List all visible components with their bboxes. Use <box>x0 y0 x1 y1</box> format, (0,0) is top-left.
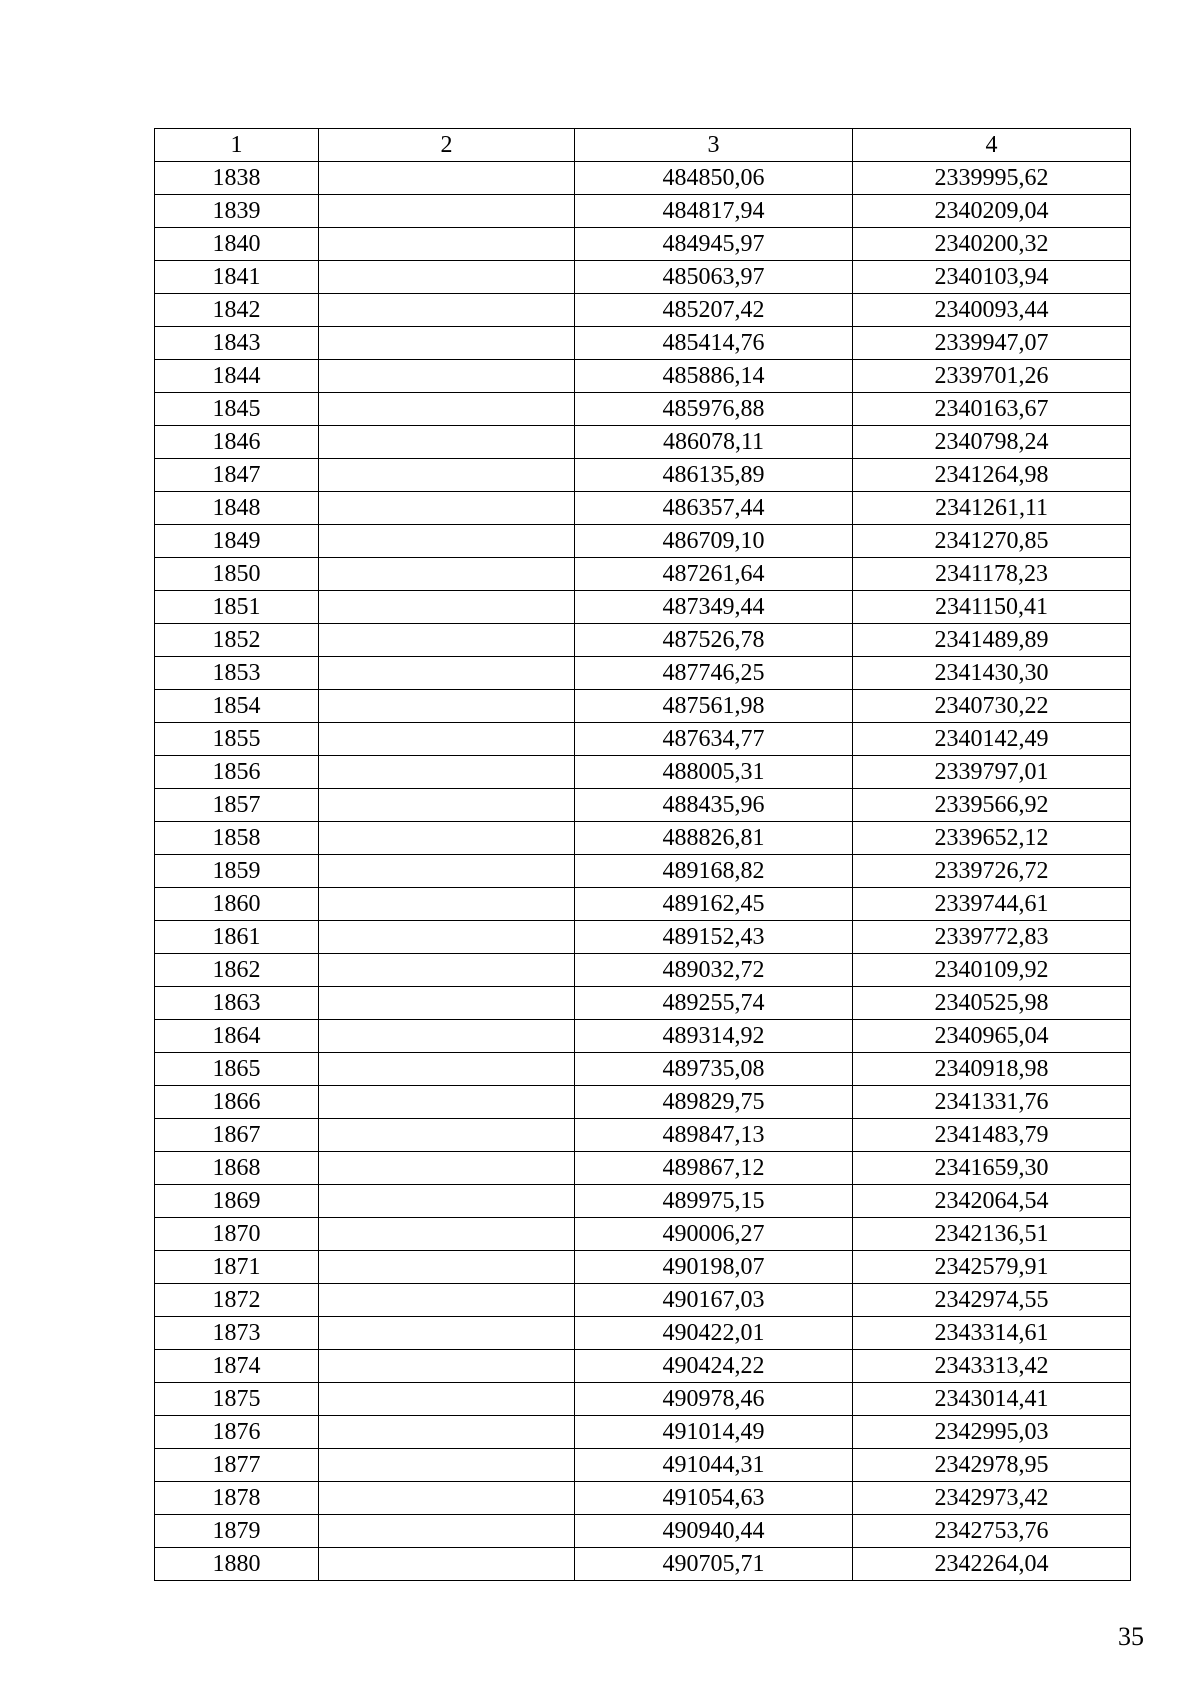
column-2-cell <box>319 1086 575 1119</box>
coordinate-x-cell: 488435,96 <box>575 789 853 822</box>
point-number-cell: 1860 <box>155 888 319 921</box>
column-2-cell <box>319 558 575 591</box>
point-number-cell: 1880 <box>155 1548 319 1581</box>
column-2-cell <box>319 228 575 261</box>
coordinate-y-cell: 2339744,61 <box>853 888 1131 921</box>
coordinate-y-cell: 2341264,98 <box>853 459 1131 492</box>
column-2-cell <box>319 756 575 789</box>
column-2-cell <box>319 1284 575 1317</box>
column-2-cell <box>319 426 575 459</box>
point-number-cell: 1863 <box>155 987 319 1020</box>
coordinate-y-cell: 2341659,30 <box>853 1152 1131 1185</box>
table-row <box>155 723 1131 756</box>
column-2-cell <box>319 723 575 756</box>
coordinate-y-cell: 2340200,32 <box>853 228 1131 261</box>
coordinate-y-cell: 2341261,11 <box>853 492 1131 525</box>
coordinate-y-cell: 2341178,23 <box>853 558 1131 591</box>
coordinate-x-cell: 490198,07 <box>575 1251 853 1284</box>
table-row <box>155 1383 1131 1416</box>
header-col-2: 2 <box>319 129 575 162</box>
point-number-cell: 1872 <box>155 1284 319 1317</box>
table-row <box>155 1350 1131 1383</box>
point-number-cell: 1879 <box>155 1515 319 1548</box>
table-body <box>155 162 1131 1581</box>
coordinate-y-cell: 2340798,24 <box>853 426 1131 459</box>
table-row <box>155 888 1131 921</box>
column-2-cell <box>319 1383 575 1416</box>
point-number-cell: 1847 <box>155 459 319 492</box>
point-number-cell: 1854 <box>155 690 319 723</box>
header-col-4: 4 <box>853 129 1131 162</box>
point-number-cell: 1850 <box>155 558 319 591</box>
table-row <box>155 1020 1131 1053</box>
coordinate-y-cell: 2342579,91 <box>853 1251 1131 1284</box>
coordinate-x-cell: 484817,94 <box>575 195 853 228</box>
column-2-cell <box>319 921 575 954</box>
coordinate-x-cell: 487746,25 <box>575 657 853 690</box>
column-2-cell <box>319 294 575 327</box>
coordinate-y-cell: 2341430,30 <box>853 657 1131 690</box>
coordinate-x-cell: 488005,31 <box>575 756 853 789</box>
coordinate-y-cell: 2340965,04 <box>853 1020 1131 1053</box>
table-row <box>155 492 1131 525</box>
point-number-cell: 1840 <box>155 228 319 261</box>
table-row <box>155 327 1131 360</box>
table-row <box>155 690 1131 723</box>
point-number-cell: 1876 <box>155 1416 319 1449</box>
table-row <box>155 558 1131 591</box>
table-row <box>155 1449 1131 1482</box>
coordinate-x-cell: 486709,10 <box>575 525 853 558</box>
coordinate-y-cell: 2339726,72 <box>853 855 1131 888</box>
table-row <box>155 228 1131 261</box>
table-row <box>155 1251 1131 1284</box>
header-col-3: 3 <box>575 129 853 162</box>
header-row <box>155 129 1131 162</box>
point-number-cell: 1844 <box>155 360 319 393</box>
coordinate-x-cell: 489867,12 <box>575 1152 853 1185</box>
coordinate-y-cell: 2339652,12 <box>853 822 1131 855</box>
coordinate-y-cell: 2340093,44 <box>853 294 1131 327</box>
column-2-cell <box>319 1482 575 1515</box>
column-2-cell <box>319 822 575 855</box>
page-number: 35 <box>1118 1622 1144 1651</box>
table-row <box>155 1053 1131 1086</box>
coordinate-y-cell: 2339772,83 <box>853 921 1131 954</box>
column-2-cell <box>319 525 575 558</box>
coordinate-x-cell: 488826,81 <box>575 822 853 855</box>
coordinate-x-cell: 487349,44 <box>575 591 853 624</box>
point-number-cell: 1870 <box>155 1218 319 1251</box>
column-2-cell <box>319 591 575 624</box>
point-number-cell: 1874 <box>155 1350 319 1383</box>
column-2-cell <box>319 393 575 426</box>
coordinate-x-cell: 485063,97 <box>575 261 853 294</box>
table-row <box>155 195 1131 228</box>
coordinate-x-cell: 490006,27 <box>575 1218 853 1251</box>
coordinate-y-cell: 2340209,04 <box>853 195 1131 228</box>
coordinate-y-cell: 2340103,94 <box>853 261 1131 294</box>
coordinate-y-cell: 2341270,85 <box>853 525 1131 558</box>
coordinate-y-cell: 2342753,76 <box>853 1515 1131 1548</box>
point-number-cell: 1878 <box>155 1482 319 1515</box>
table-row <box>155 1119 1131 1152</box>
coordinate-y-cell: 2343314,61 <box>853 1317 1131 1350</box>
table-row <box>155 789 1131 822</box>
point-number-cell: 1845 <box>155 393 319 426</box>
point-number-cell: 1851 <box>155 591 319 624</box>
point-number-cell: 1848 <box>155 492 319 525</box>
column-2-cell <box>319 1449 575 1482</box>
table-row <box>155 855 1131 888</box>
coordinate-y-cell: 2343313,42 <box>853 1350 1131 1383</box>
point-number-cell: 1842 <box>155 294 319 327</box>
point-number-cell: 1856 <box>155 756 319 789</box>
coordinate-x-cell: 489152,43 <box>575 921 853 954</box>
point-number-cell: 1839 <box>155 195 319 228</box>
coordinate-x-cell: 489314,92 <box>575 1020 853 1053</box>
coordinate-x-cell: 490422,01 <box>575 1317 853 1350</box>
point-number-cell: 1873 <box>155 1317 319 1350</box>
table-row <box>155 1086 1131 1119</box>
table-row <box>155 525 1131 558</box>
coordinate-y-cell: 2341489,89 <box>853 624 1131 657</box>
coordinates-table <box>154 128 1131 1581</box>
coordinate-x-cell: 487561,98 <box>575 690 853 723</box>
coordinate-y-cell: 2340142,49 <box>853 723 1131 756</box>
point-number-cell: 1871 <box>155 1251 319 1284</box>
table-row <box>155 1152 1131 1185</box>
column-2-cell <box>319 360 575 393</box>
column-2-cell <box>319 1218 575 1251</box>
column-2-cell <box>319 1053 575 1086</box>
coordinate-y-cell: 2339947,07 <box>853 327 1131 360</box>
coordinate-x-cell: 491054,63 <box>575 1482 853 1515</box>
column-2-cell <box>319 1317 575 1350</box>
table-row <box>155 294 1131 327</box>
coordinate-y-cell: 2343014,41 <box>853 1383 1131 1416</box>
column-2-cell <box>319 492 575 525</box>
coordinate-x-cell: 490167,03 <box>575 1284 853 1317</box>
coordinate-x-cell: 484850,06 <box>575 162 853 195</box>
point-number-cell: 1855 <box>155 723 319 756</box>
coordinate-y-cell: 2339995,62 <box>853 162 1131 195</box>
column-2-cell <box>319 459 575 492</box>
coordinate-x-cell: 486135,89 <box>575 459 853 492</box>
coordinate-y-cell: 2342136,51 <box>853 1218 1131 1251</box>
coordinate-x-cell: 490705,71 <box>575 1548 853 1581</box>
column-2-cell <box>319 624 575 657</box>
point-number-cell: 1841 <box>155 261 319 294</box>
table-row <box>155 954 1131 987</box>
coordinate-x-cell: 485976,88 <box>575 393 853 426</box>
column-2-cell <box>319 657 575 690</box>
column-2-cell <box>319 690 575 723</box>
table-row <box>155 162 1131 195</box>
coordinate-x-cell: 491014,49 <box>575 1416 853 1449</box>
column-2-cell <box>319 1020 575 1053</box>
point-number-cell: 1846 <box>155 426 319 459</box>
column-2-cell <box>319 1350 575 1383</box>
table-row <box>155 261 1131 294</box>
point-number-cell: 1875 <box>155 1383 319 1416</box>
coordinate-y-cell: 2341483,79 <box>853 1119 1131 1152</box>
coordinate-x-cell: 485207,42 <box>575 294 853 327</box>
column-2-cell <box>319 855 575 888</box>
coordinate-x-cell: 489829,75 <box>575 1086 853 1119</box>
coordinate-x-cell: 485414,76 <box>575 327 853 360</box>
table-row <box>155 624 1131 657</box>
column-2-cell <box>319 261 575 294</box>
coordinate-x-cell: 490978,46 <box>575 1383 853 1416</box>
coordinate-y-cell: 2342974,55 <box>853 1284 1131 1317</box>
coordinate-x-cell: 484945,97 <box>575 228 853 261</box>
coordinate-y-cell: 2342978,95 <box>853 1449 1131 1482</box>
table-row <box>155 360 1131 393</box>
table-row <box>155 1218 1131 1251</box>
table-row <box>155 1548 1131 1581</box>
coordinate-x-cell: 489847,13 <box>575 1119 853 1152</box>
column-2-cell <box>319 1548 575 1581</box>
coordinate-y-cell: 2339566,92 <box>853 789 1131 822</box>
point-number-cell: 1861 <box>155 921 319 954</box>
coordinate-y-cell: 2340163,67 <box>853 393 1131 426</box>
coordinate-y-cell: 2339701,26 <box>853 360 1131 393</box>
point-number-cell: 1853 <box>155 657 319 690</box>
column-2-cell <box>319 987 575 1020</box>
point-number-cell: 1869 <box>155 1185 319 1218</box>
table-row <box>155 756 1131 789</box>
table-row <box>155 657 1131 690</box>
coordinate-x-cell: 487526,78 <box>575 624 853 657</box>
table-row <box>155 822 1131 855</box>
table-row <box>155 1482 1131 1515</box>
coordinate-y-cell: 2342973,42 <box>853 1482 1131 1515</box>
column-2-cell <box>319 1251 575 1284</box>
coordinate-y-cell: 2339797,01 <box>853 756 1131 789</box>
coordinate-x-cell: 486357,44 <box>575 492 853 525</box>
coordinate-y-cell: 2342264,04 <box>853 1548 1131 1581</box>
coordinate-y-cell: 2340109,92 <box>853 954 1131 987</box>
coordinate-x-cell: 490424,22 <box>575 1350 853 1383</box>
column-2-cell <box>319 1152 575 1185</box>
point-number-cell: 1868 <box>155 1152 319 1185</box>
point-number-cell: 1866 <box>155 1086 319 1119</box>
coordinate-y-cell: 2341331,76 <box>853 1086 1131 1119</box>
table-row <box>155 393 1131 426</box>
point-number-cell: 1857 <box>155 789 319 822</box>
coordinate-x-cell: 485886,14 <box>575 360 853 393</box>
table-row <box>155 987 1131 1020</box>
coordinate-x-cell: 489975,15 <box>575 1185 853 1218</box>
point-number-cell: 1849 <box>155 525 319 558</box>
column-2-cell <box>319 1416 575 1449</box>
table-header <box>155 129 1131 162</box>
coordinate-x-cell: 490940,44 <box>575 1515 853 1548</box>
coordinate-y-cell: 2340918,98 <box>853 1053 1131 1086</box>
coordinate-x-cell: 487261,64 <box>575 558 853 591</box>
table-row <box>155 591 1131 624</box>
column-2-cell <box>319 1119 575 1152</box>
table-row <box>155 1317 1131 1350</box>
column-2-cell <box>319 195 575 228</box>
coordinate-y-cell: 2342995,03 <box>853 1416 1131 1449</box>
table-row <box>155 459 1131 492</box>
coordinate-x-cell: 489255,74 <box>575 987 853 1020</box>
coordinate-y-cell: 2340730,22 <box>853 690 1131 723</box>
coordinate-x-cell: 489032,72 <box>575 954 853 987</box>
point-number-cell: 1877 <box>155 1449 319 1482</box>
column-2-cell <box>319 954 575 987</box>
header-col-1: 1 <box>155 129 319 162</box>
coordinate-x-cell: 491044,31 <box>575 1449 853 1482</box>
point-number-cell: 1852 <box>155 624 319 657</box>
table-row <box>155 426 1131 459</box>
table-row <box>155 1416 1131 1449</box>
point-number-cell: 1843 <box>155 327 319 360</box>
coordinate-x-cell: 489168,82 <box>575 855 853 888</box>
coordinate-y-cell: 2342064,54 <box>853 1185 1131 1218</box>
point-number-cell: 1859 <box>155 855 319 888</box>
column-2-cell <box>319 789 575 822</box>
point-number-cell: 1867 <box>155 1119 319 1152</box>
column-2-cell <box>319 888 575 921</box>
coordinate-x-cell: 489162,45 <box>575 888 853 921</box>
point-number-cell: 1864 <box>155 1020 319 1053</box>
coordinate-x-cell: 489735,08 <box>575 1053 853 1086</box>
table-row <box>155 1284 1131 1317</box>
point-number-cell: 1862 <box>155 954 319 987</box>
table-row <box>155 921 1131 954</box>
table-row <box>155 1515 1131 1548</box>
coordinate-y-cell: 2341150,41 <box>853 591 1131 624</box>
coordinate-x-cell: 486078,11 <box>575 426 853 459</box>
point-number-cell: 1865 <box>155 1053 319 1086</box>
point-number-cell: 1838 <box>155 162 319 195</box>
column-2-cell <box>319 162 575 195</box>
table-row <box>155 1185 1131 1218</box>
column-2-cell <box>319 1185 575 1218</box>
point-number-cell: 1858 <box>155 822 319 855</box>
column-2-cell <box>319 327 575 360</box>
coordinate-y-cell: 2340525,98 <box>853 987 1131 1020</box>
column-2-cell <box>319 1515 575 1548</box>
coordinate-x-cell: 487634,77 <box>575 723 853 756</box>
